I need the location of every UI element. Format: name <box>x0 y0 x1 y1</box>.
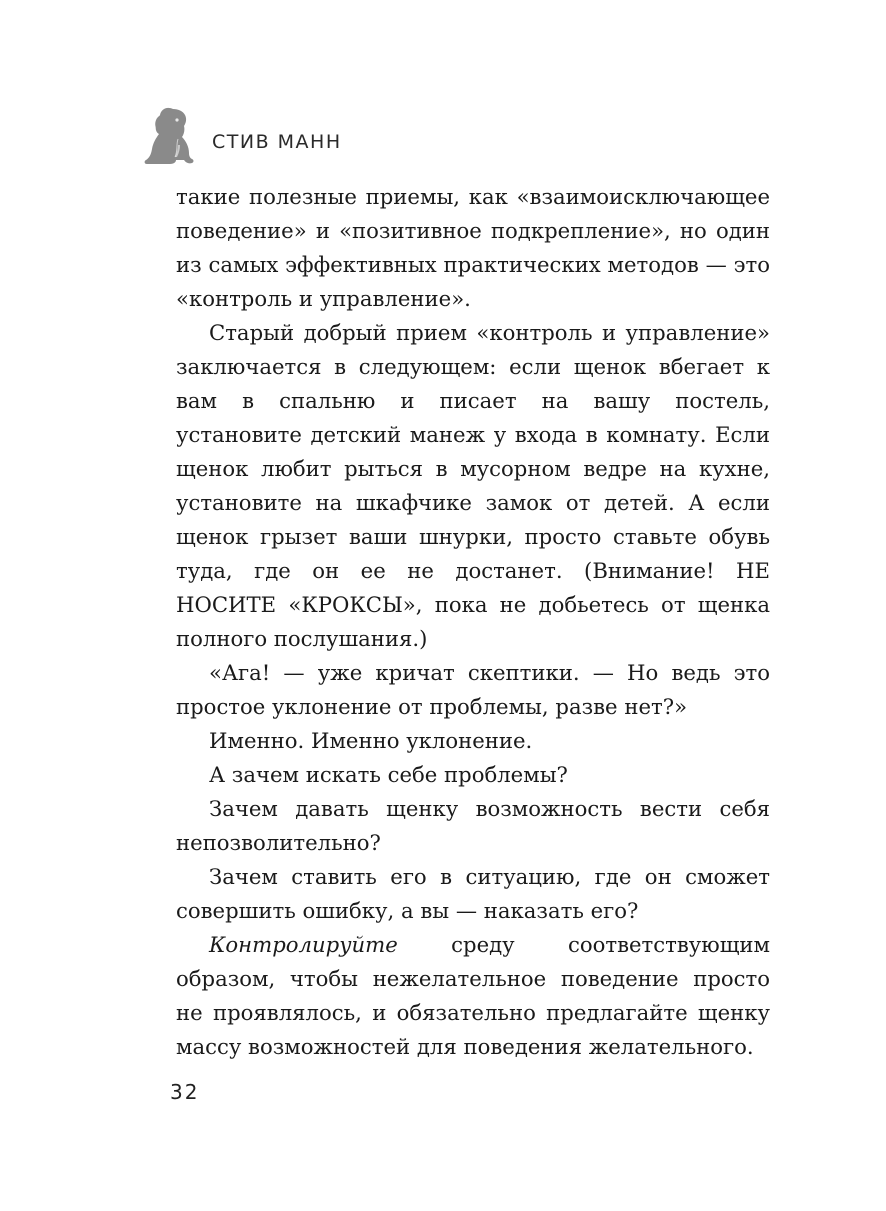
paragraph <box>176 928 770 1064</box>
paragraph: «Ага! — уже кричат скептики. — Но ведь это простое уклонение от проблемы, разве нет?» <box>176 660 770 719</box>
paragraph: Старый добрый прием «контроль и управление» заключается в следующем: если щенок вбегает к вам в спальню и писает на вашу постель, установите детский манеж у входа в комнату. Если щенок любит рыться в мусорном ведре на кухне, установите на шкафчике замок от детей. А если щенок грызет ваши шнурки, просто ставьте обувь туда, где он ее не достанет. (Внимание! НЕ НОСИТЕ «КРОКСЫ», пока не добьетесь от щенка полного послушания.) <box>176 320 770 651</box>
paragraph: Именно. Именно уклонение. <box>209 728 533 753</box>
body-text <box>176 180 770 1064</box>
paragraph: А зачем искать себе проблемы? <box>209 762 568 787</box>
paragraph-text: среду соответствующим образом, чтобы нежелательное поведение просто не проявлялось, и обязательно предлагайте щенку массу возможностей для поведения желательного. <box>176 932 770 1059</box>
emphasized-word: Контролируйте <box>209 932 398 957</box>
paragraph: такие полезные приемы, как «взаимоисключающее поведение» и «позитивное подкрепление», но один из самых эффективных практических методов — это «контроль и управление». <box>176 184 770 311</box>
running-header <box>140 100 342 170</box>
paragraph: Зачем давать щенку возможность вести себя непозволительно? <box>176 796 770 855</box>
page-number: 32 <box>170 1080 200 1104</box>
paragraph: Зачем ставить его в ситуацию, где он сможет совершить ошибку, а вы — наказать его? <box>176 864 770 923</box>
sitting-dog-icon <box>140 103 200 167</box>
author-name: СТИВ МАНН <box>212 131 342 153</box>
